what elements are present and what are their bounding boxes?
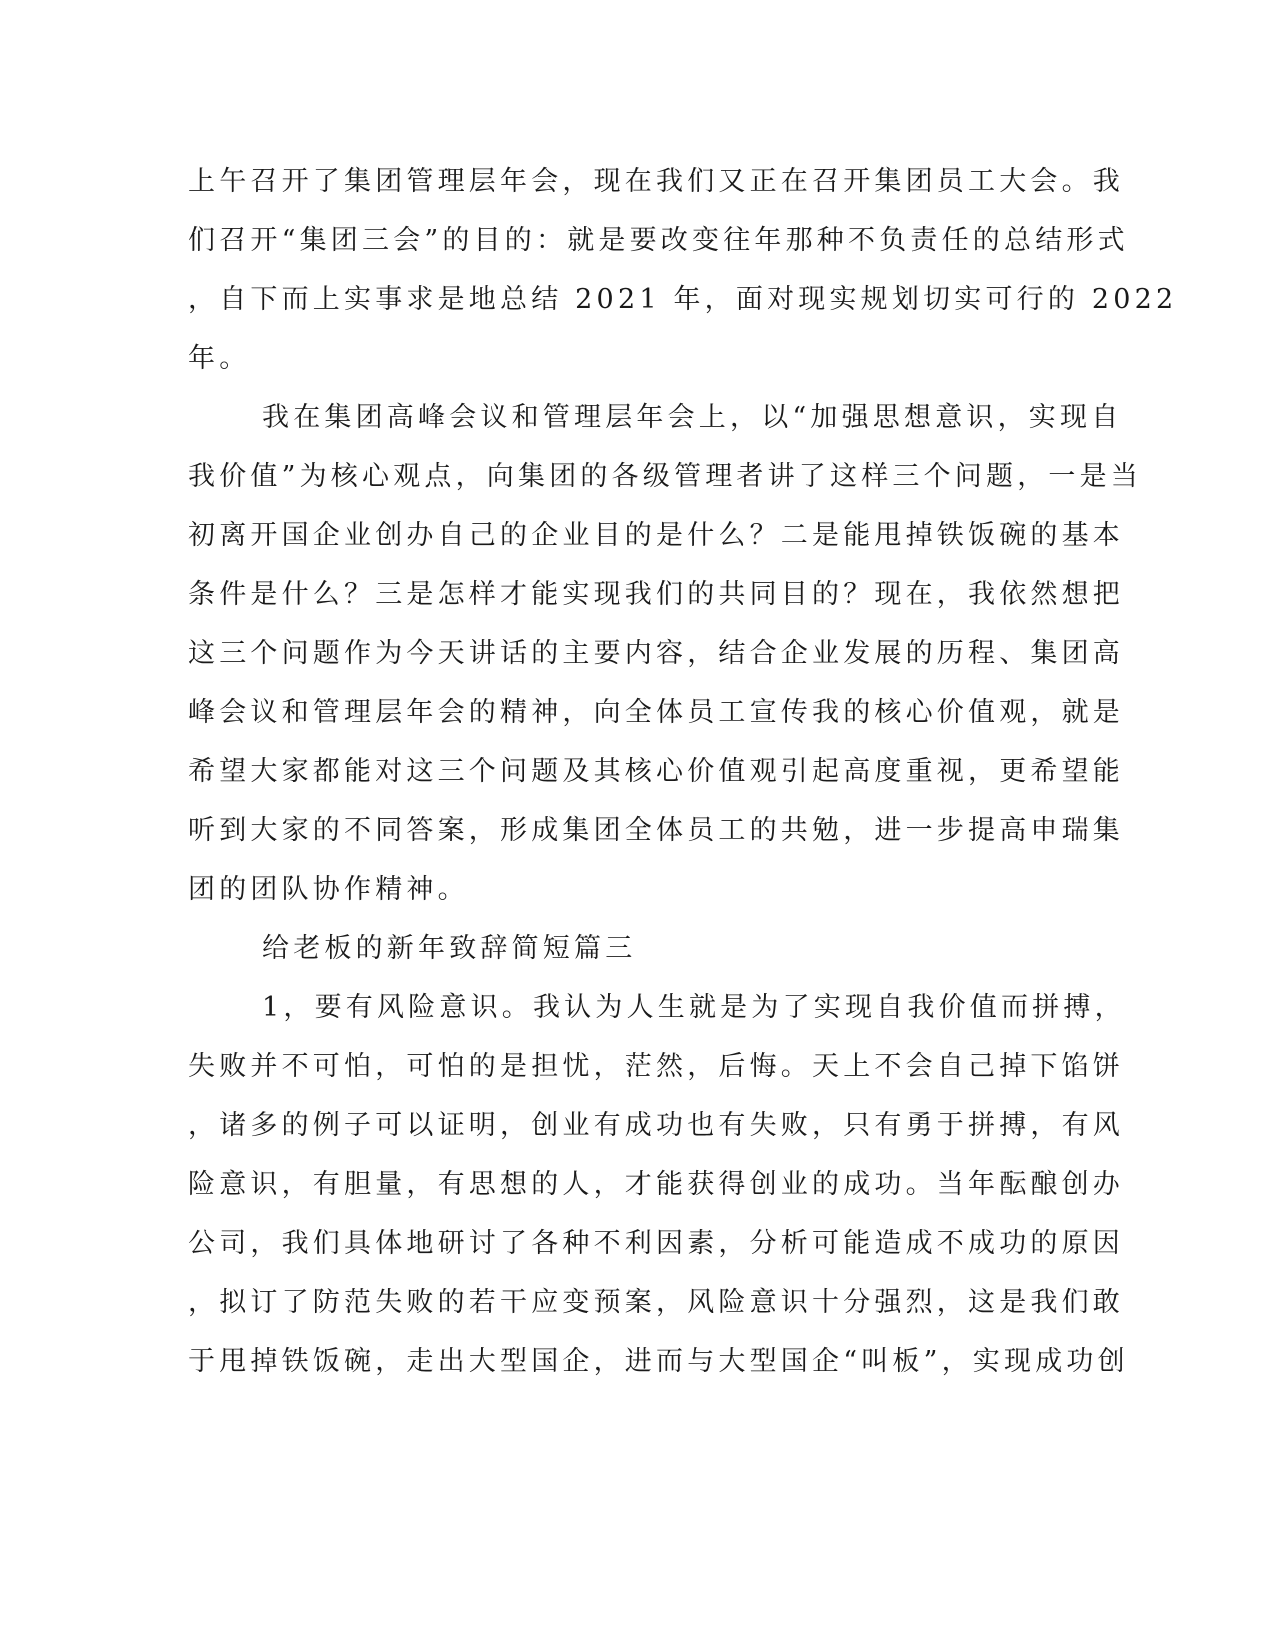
paragraph-line: 听到大家的不同答案，形成集团全体员工的共勉，进一步提高申瑞集 [188,815,1124,846]
paragraph-line: 这三个问题作为今天讲话的主要内容，结合企业发展的历程、集团高 [188,638,1124,669]
paragraph-line: 上午召开了集团管理层年会，现在我们又正在召开集团员工大会。我 [188,166,1124,197]
paragraph-line: 我在集团高峰会议和管理层年会上，以“加强思想意识，实现自 [262,402,1123,433]
section-heading: 给老板的新年致辞简短篇三 [262,933,637,964]
paragraph-line: 公司，我们具体地研讨了各种不利因素，分析可能造成不成功的原因 [188,1228,1124,1259]
paragraph-line: 峰会议和管理层年会的精神，向全体员工宣传我的核心价值观，就是 [188,697,1124,728]
paragraph-line: 们召开“集团三会”的目的：就是要改变往年那种不负责任的总结形式 [188,225,1129,256]
paragraph-line: 我价值”为核心观点，向集团的各级管理者讲了这样三个问题，一是当 [188,461,1143,492]
paragraph-line: 希望大家都能对这三个问题及其核心价值观引起高度重视，更希望能 [188,756,1124,787]
paragraph-line: 年。 [188,343,251,374]
paragraph-line: 失败并不可怕，可怕的是担忧，茫然，后悔。天上不会自己掉下馅饼 [188,1051,1124,1082]
paragraph-line: 险意识，有胆量，有思想的人，才能获得创业的成功。当年酝酿创办 [188,1169,1124,1200]
paragraph-line: 初离开国企业创办自己的企业目的是什么？二是能甩掉铁饭碗的基本 [188,520,1124,551]
paragraph-line: 条件是什么？三是怎样才能实现我们的共同目的？现在，我依然想把 [188,579,1124,610]
paragraph-line: ，拟订了防范失败的若干应变预案，风险意识十分强烈，这是我们敢 [188,1287,1124,1318]
paragraph-line: ，诸多的例子可以证明，创业有成功也有失败，只有勇于拼搏，有风 [188,1110,1124,1141]
paragraph-line: 团的团队协作精神。 [188,874,469,905]
paragraph-line: ，自下而上实事求是地总结 2021 年，面对现实规划切实可行的 2022 [188,284,1178,315]
paragraph-line: 1，要有风险意识。我认为人生就是为了实现自我价值而拼搏， [262,992,1126,1023]
paragraph-line: 于甩掉铁饭碗，走出大型国企，进而与大型国企“叫板”，实现成功创 [188,1346,1129,1377]
